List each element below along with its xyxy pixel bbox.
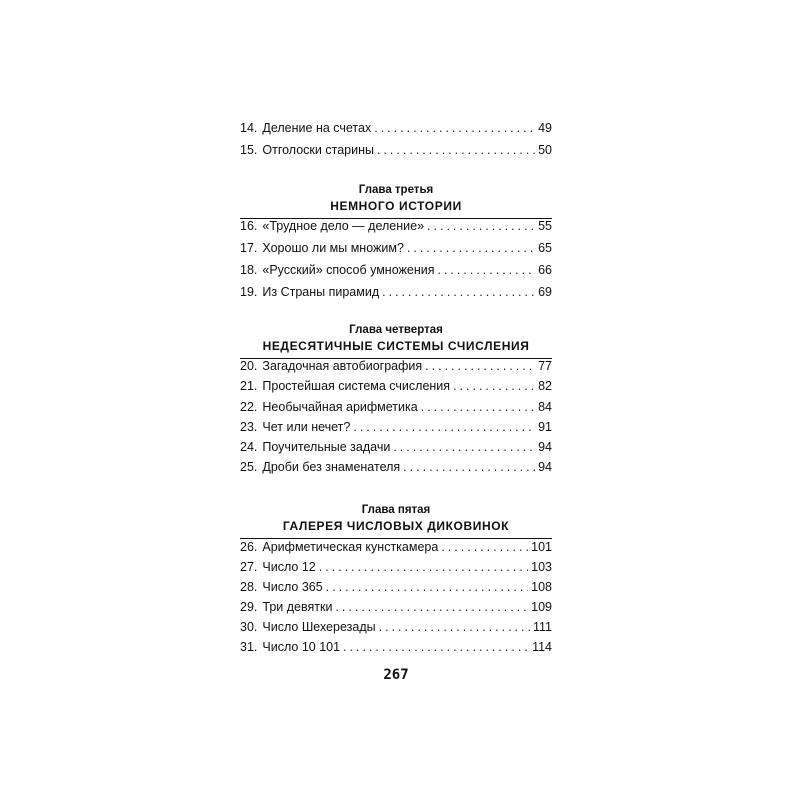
toc-leader-dots xyxy=(403,457,535,477)
chapter-title: НЕМНОГО ИСТОРИИ xyxy=(330,199,462,213)
toc-leader-dots xyxy=(377,140,535,160)
toc-entry-title: Деление на счетах xyxy=(262,121,372,135)
toc-leader-dots xyxy=(379,617,530,637)
toc-entry-title: «Русский» способ умножения xyxy=(262,263,435,277)
toc-entry-title: Дроби без знаменателя xyxy=(262,460,401,474)
toc-entry-page: 82 xyxy=(538,379,552,393)
toc-entry-page: 49 xyxy=(538,121,552,135)
chapter-label: Глава четвертая xyxy=(349,324,443,336)
toc-entry-number: 17. xyxy=(240,241,258,255)
toc-entry xyxy=(240,597,552,617)
toc-entry xyxy=(240,417,552,437)
toc-leader-dots xyxy=(437,260,535,280)
chapter-title: НЕДЕСЯТИЧНЫЕ СИСТЕМЫ СЧИСЛЕНИЯ xyxy=(262,339,530,353)
toc-leader-dots xyxy=(427,216,535,236)
toc-entry-number: 21. xyxy=(240,379,258,393)
toc-entry-number: 16. xyxy=(240,219,258,233)
toc-entry xyxy=(240,238,552,258)
toc-entry-page: 65 xyxy=(538,241,552,255)
toc-leader-dots xyxy=(326,577,528,597)
page-number: 267 xyxy=(383,667,409,683)
toc-entry xyxy=(240,140,552,160)
toc-entry-page: 55 xyxy=(538,219,552,233)
toc-entry xyxy=(240,457,552,477)
toc-entry xyxy=(240,282,552,302)
toc-entry-page: 91 xyxy=(538,420,552,434)
toc-entry-page: 111 xyxy=(532,620,552,634)
toc-entry xyxy=(240,118,552,138)
toc-entry-number: 18. xyxy=(240,263,258,277)
toc-entry-title: Число 12 xyxy=(262,560,316,574)
toc-entry xyxy=(240,260,552,280)
toc-entry-number: 14. xyxy=(240,121,258,135)
toc-entry xyxy=(240,537,552,557)
toc-entry-page: 50 xyxy=(538,143,552,157)
toc-entry-title: Три девятки xyxy=(262,600,333,614)
toc-entry-title: Хорошо ли мы множим? xyxy=(262,241,404,255)
toc-entry-number: 20. xyxy=(240,359,258,373)
toc-entry xyxy=(240,216,552,236)
toc-entry-page: 109 xyxy=(531,600,552,614)
toc-entry xyxy=(240,356,552,376)
toc-entry-number: 15. xyxy=(240,143,258,157)
toc-leader-dots xyxy=(421,397,535,417)
toc-leader-dots xyxy=(393,437,535,457)
toc-leader-dots xyxy=(343,637,529,657)
toc-entry-number: 28. xyxy=(240,580,258,594)
toc-entry-number: 31. xyxy=(240,640,258,654)
toc-entry-page: 94 xyxy=(538,460,552,474)
toc-leader-dots xyxy=(382,282,535,302)
toc-leader-dots xyxy=(441,537,528,557)
toc-entry-title: Число Шехерезады xyxy=(262,620,376,634)
toc-entry xyxy=(240,437,552,457)
toc-entry-page: 103 xyxy=(531,560,552,574)
toc-entry-page: 114 xyxy=(532,640,552,654)
toc-leader-dots xyxy=(407,238,535,258)
toc-entry-page: 77 xyxy=(538,359,552,373)
toc-entry-title: Число 365 xyxy=(262,580,323,594)
toc-entry-number: 23. xyxy=(240,420,258,434)
toc-entry-title: Необычайная арифметика xyxy=(262,400,418,414)
toc-entry-page: 108 xyxy=(531,580,552,594)
toc-entry-number: 29. xyxy=(240,600,258,614)
toc-entry-title: Поучительные задачи xyxy=(262,440,391,454)
toc-entry xyxy=(240,637,552,657)
toc-entry-title: Арифметическая кунсткамера xyxy=(262,540,439,554)
toc-entry-page: 69 xyxy=(538,285,552,299)
toc-leader-dots xyxy=(335,597,528,617)
toc-entry xyxy=(240,397,552,417)
chapter-title: ГАЛЕРЕЯ ЧИСЛОВЫХ ДИКОВИНОК xyxy=(282,519,510,533)
toc-entry-title: Число 10 101 xyxy=(262,640,341,654)
toc-entry-title: «Трудное дело — деление» xyxy=(262,219,425,233)
toc-entry xyxy=(240,376,552,396)
toc-entry-page: 84 xyxy=(538,400,552,414)
toc-entry-page: 101 xyxy=(531,540,552,554)
toc-leader-dots xyxy=(374,118,535,138)
toc-entry-title: Загадочная автобиография xyxy=(262,359,423,373)
toc-entry-number: 27. xyxy=(240,560,258,574)
toc-entry-number: 22. xyxy=(240,400,258,414)
toc-leader-dots xyxy=(425,356,535,376)
toc-entry-title: Из Страны пирамид xyxy=(262,285,380,299)
chapter-label: Глава третья xyxy=(358,184,434,196)
toc-entry xyxy=(240,577,552,597)
chapter-label: Глава пятая xyxy=(361,504,431,516)
toc-entry-number: 26. xyxy=(240,540,258,554)
toc-leader-dots xyxy=(319,557,528,577)
toc-entry xyxy=(240,557,552,577)
toc-entry-number: 19. xyxy=(240,285,258,299)
toc-entry-page: 66 xyxy=(538,263,552,277)
toc-leader-dots xyxy=(353,417,535,437)
toc-entry-title: Чет или нечет? xyxy=(262,420,351,434)
toc-entry-page: 94 xyxy=(538,440,552,454)
toc-leader-dots xyxy=(453,376,535,396)
toc-entry-number: 25. xyxy=(240,460,258,474)
toc-entry xyxy=(240,617,552,637)
toc-entry-number: 24. xyxy=(240,440,258,454)
toc-entry-title: Отголоски старины xyxy=(262,143,374,157)
toc-entry-number: 30. xyxy=(240,620,258,634)
toc-entry-title: Простейшая система счисления xyxy=(262,379,451,393)
